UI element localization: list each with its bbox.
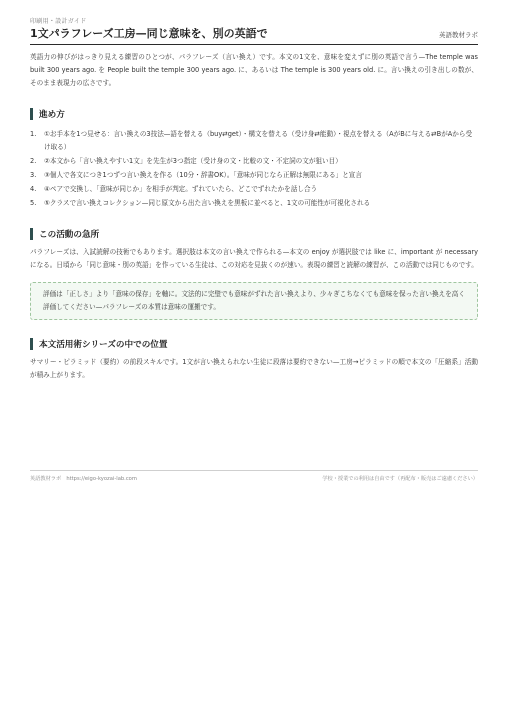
section-heading-steps [30,108,478,120]
evaluation-note-box: 評価は「正しさ」より「意味の保存」を軸に。文法的に完璧でも意味がずれた言い換えより、少々ぎこちなくても意味を保った言い換えを高く評価してください—パラフレーズの本質は意味の運搬です。 [30,282,478,320]
list-item [30,169,478,182]
list-text: ②本文から「言い換えやすい1文」を先生が3つ指定（受け身の文・比較の文・不定詞の文が狙い目） [44,157,342,165]
list-text: ①お手本を1つ見せる：言い換えの3技法—語を替える（buy⇄get）・構文を替える（受け身⇄能動）・視点を替える（AがBに与える⇄BがAから受け取る） [44,130,473,151]
section-title: 進め方 [39,110,65,120]
document-kicker: 印刷用・設計ガイド [30,18,87,25]
intro-paragraph: 英語力の伸びがはっきり見える練習のひとつが、パラフレーズ（言い換え）です。本文の1文を、意味を変えずに別の英語で言う—The temple was built 300 years ago. を People built the temple 300 years ago. に、あるいは The temple is 300 years old. に。言い換えの引き出しの数が、そのまま表現力の広さです。 [30,53,478,87]
list-item [30,197,478,210]
section-heading-series [30,338,478,350]
list-number: 3. [30,171,37,179]
series-paragraph: サマリー・ピラミッド（要約）の前段スキルです。1文が言い換えられない生徒に段落は要約できない—工房→ピラミッドの順で本文の「圧縮系」活動が積み上がります。 [30,358,478,379]
list-number: 1. [30,130,37,138]
brand-label: 英語教材ラボ [439,31,478,39]
list-item [30,183,478,196]
steps-list [30,128,478,210]
heading-bar [30,228,33,240]
page-title: 1文パラフレーズ工房—同じ意味を、別の英語で [30,27,268,40]
list-item [30,155,478,168]
list-text: ③個人で各文につき1つずつ言い換えを作る（10分・辞書OK）。「意味が同じなら正解は無限にある」と宣言 [44,171,362,179]
section-title: 本文活用術シリーズの中での位置 [39,340,168,350]
heading-bar [30,108,33,120]
list-text: ④ペアで交換し、「意味が同じか」を相手が判定。ずれていたら、どこでずれたかを話し合う [44,185,318,193]
page-footer [30,470,478,482]
footer-usage-note: 学校・授業での利用は自由です（再配布・販売はご遠慮ください） [322,476,478,482]
section-heading-focus [30,228,478,240]
list-item [30,128,478,154]
list-number: 5. [30,199,37,207]
section-title: この活動の急所 [39,230,100,240]
list-text: ⑤クラスで言い換えコレクション—同じ原文から出た言い換えを黒板に並べると、1文の可能性が可視化される [44,199,371,207]
list-number: 2. [30,157,37,165]
title-row [30,27,478,45]
heading-bar [30,338,33,350]
focus-paragraph: パラフレーズは、入試読解の技術でもあります。選択肢は本文の言い換えで作られる—本文の enjoy が選択肢では like に、important が necessary になる。日頃から「同じ意味・別の英語」を作っている生徒は、この対応を見抜くのが速い。表現の練習と読解の練習が、この活動では同じものです。 [30,248,478,269]
footer-site-link[interactable]: 英語教材ラボ https://eigo-kyozai-lab.com [30,476,137,482]
list-number: 4. [30,185,37,193]
